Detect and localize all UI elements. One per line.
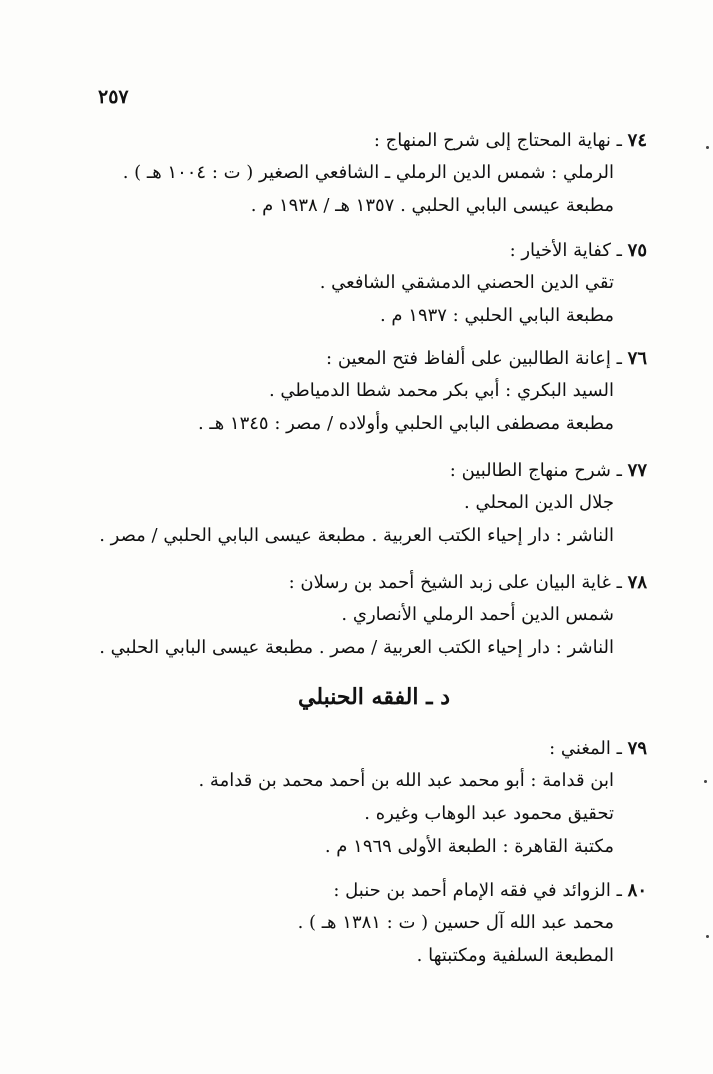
entry-dash: ـ bbox=[616, 460, 622, 481]
entry-line: جلال الدين المحلي . bbox=[464, 492, 614, 513]
entry-75 bbox=[320, 236, 647, 332]
entry-title-text: نهاية المحتاج إلى شرح المنهاج : bbox=[373, 130, 611, 151]
entry-title bbox=[198, 344, 647, 374]
entry-title bbox=[99, 456, 647, 486]
entry-line: شمس الدين أحمد الرملي الأنصاري . bbox=[341, 604, 614, 625]
entry-line: المطبعة السلفية ومكتبتها . bbox=[416, 945, 614, 966]
entry-dash: ـ bbox=[616, 880, 622, 901]
entry-number: ٧٤ bbox=[627, 130, 647, 151]
entry-line: السيد البكري : أبي بكر محمد شطا الدمياطي . bbox=[268, 380, 614, 401]
entry-title-text: إعانة الطالبين على ألفاظ فتح المعين : bbox=[326, 348, 611, 369]
entry-line: مطبعة مصطفى البابي الحلبي وأولاده / مصر : ١٣٤٥ هـ . bbox=[197, 413, 614, 434]
entry-line: الناشر : دار إحياء الكتب العربية / مصر . مطبعة عيسى البابي الحلبي . bbox=[99, 637, 614, 658]
entry-title-text: الزوائد في فقه الإمام أحمد بن حنبل : bbox=[333, 880, 611, 901]
entry-title bbox=[123, 126, 647, 156]
page-number: ٢٥٧ bbox=[98, 86, 129, 108]
entry-title bbox=[198, 734, 647, 764]
entry-dash: ـ bbox=[616, 572, 622, 593]
entry-line: الرملي : شمس الدين الرملي ـ الشافعي الصغير ( ت : ١٠٠٤ هـ ) . bbox=[122, 162, 614, 183]
entry-title bbox=[99, 568, 647, 598]
entry-line: تقي الدين الحصني الدمشقي الشافعي . bbox=[319, 272, 614, 293]
entry-title-text: غاية البيان على زبد الشيخ أحمد بن رسلان : bbox=[288, 572, 611, 593]
entry-number: ٧٩ bbox=[627, 738, 647, 759]
entry-78 bbox=[99, 568, 647, 664]
entry-number: ٧٦ bbox=[627, 348, 647, 369]
entry-dash: ـ bbox=[616, 348, 622, 369]
entry-line: الناشر : دار إحياء الكتب العربية . مطبعة عيسى البابي الحلبي / مصر . bbox=[99, 525, 614, 546]
entry-dash: ـ bbox=[616, 130, 622, 151]
entry-line: مكتبة القاهرة : الطبعة الأولى ١٩٦٩ م . bbox=[324, 836, 614, 857]
entry-line: مطبعة البابي الحلبي : ١٩٣٧ م . bbox=[379, 305, 614, 326]
entry-dash: ـ bbox=[616, 240, 622, 261]
scan-speck bbox=[706, 146, 709, 149]
entry-line: مطبعة عيسى البابي الحلبي . ١٣٥٧ هـ / ١٩٣٨ م . bbox=[250, 195, 614, 216]
entry-number: ٧٥ bbox=[627, 240, 647, 261]
entry-title bbox=[298, 876, 647, 906]
section-heading: د ـ الفقه الحنبلي bbox=[297, 684, 450, 710]
entry-number: ٧٧ bbox=[627, 460, 647, 481]
scan-speck bbox=[704, 780, 707, 783]
entry-80 bbox=[298, 876, 647, 972]
entry-number: ٧٨ bbox=[627, 572, 647, 593]
entry-title-text: كفاية الأخيار : bbox=[509, 240, 611, 261]
entry-title-text: شرح منهاج الطالبين : bbox=[449, 460, 611, 481]
entry-76 bbox=[198, 344, 647, 440]
entry-77 bbox=[99, 456, 647, 552]
entry-line: ابن قدامة : أبو محمد عبد الله بن أحمد محمد بن قدامة . bbox=[198, 770, 614, 791]
entry-line: تحقيق محمود عبد الوهاب وغيره . bbox=[364, 803, 614, 824]
scan-speck bbox=[706, 935, 709, 938]
entry-dash: ـ bbox=[616, 738, 622, 759]
entry-74 bbox=[123, 126, 647, 222]
entry-number: ٨٠ bbox=[627, 880, 647, 901]
entry-title bbox=[320, 236, 647, 266]
entry-line: محمد عبد الله آل حسين ( ت : ١٣٨١ هـ ) . bbox=[297, 912, 614, 933]
entry-79 bbox=[198, 734, 647, 863]
entry-title-text: المغني : bbox=[549, 738, 611, 759]
